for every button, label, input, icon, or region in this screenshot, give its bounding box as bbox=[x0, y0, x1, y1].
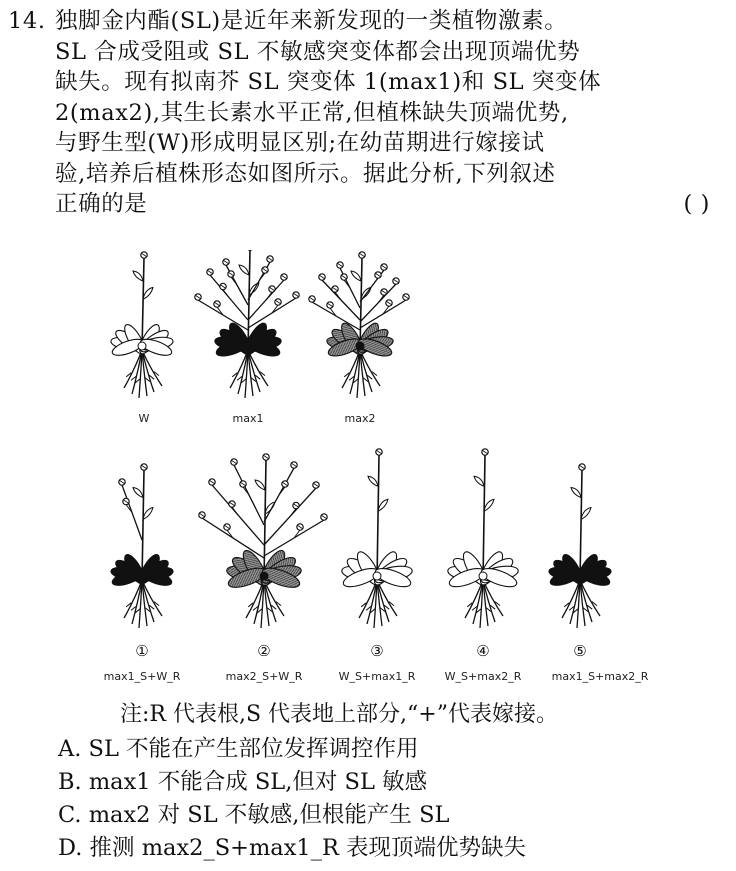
label-graft-1: max1_S+W_R bbox=[103, 670, 181, 683]
question-line-6: 验,培养后植株形态如图所示。据此分析,下列叙述 bbox=[55, 160, 556, 187]
plant-graft-2 bbox=[199, 454, 327, 628]
option-a[interactable]: A. SL 不能在产生部位发挥调控作用 bbox=[58, 736, 419, 762]
plant-W bbox=[110, 252, 174, 398]
question-line-7: 正确的是 ( ) bbox=[8, 189, 724, 220]
label-max1: max1 bbox=[232, 412, 264, 425]
option-b[interactable]: B. max1 不能合成 SL,但对 SL 敏感 bbox=[58, 769, 428, 795]
label-graft-2: max2_S+W_R bbox=[225, 670, 303, 683]
option-c[interactable]: C. max2 对 SL 不敏感,但根能产生 SL bbox=[58, 802, 450, 828]
plant-drawings bbox=[70, 250, 690, 695]
label-graft-4: W_S+max2_R bbox=[444, 670, 522, 683]
number-1: ① bbox=[135, 642, 149, 660]
question-line-3: 缺失。现有拟南芥 SL 突变体 1(max1)和 SL 突变体 bbox=[55, 69, 602, 95]
question-number: 14. bbox=[8, 8, 46, 34]
plant-graft-3 bbox=[341, 449, 414, 628]
figure-note: 注:R 代表根,S 代表地上部分,“+”代表嫁接。 bbox=[120, 702, 558, 727]
label-graft-3: W_S+max1_R bbox=[338, 670, 416, 683]
question-stem bbox=[8, 6, 724, 220]
option-d[interactable]: D. 推测 max2_S+max1_R 表现顶端优势缺失 bbox=[58, 835, 527, 861]
number-4: ④ bbox=[476, 642, 490, 660]
number-3: ③ bbox=[370, 642, 384, 660]
plant-max2 bbox=[309, 252, 409, 398]
plant-graft-4 bbox=[447, 449, 520, 628]
question-line-1: 14. 独脚金内酯(SL)是近年来新发现的一类植物激素。 bbox=[8, 6, 724, 37]
plant-graft-5 bbox=[548, 464, 612, 628]
plant-grafting-figure bbox=[70, 250, 690, 695]
number-5: ⑤ bbox=[573, 642, 587, 660]
plant-max1 bbox=[195, 250, 299, 398]
question-line-4: 2(max2),其生长素水平正常,但植株缺失顶端优势, bbox=[55, 99, 569, 126]
answer-parentheses[interactable]: ( ) bbox=[683, 191, 710, 217]
question-line-2: SL 合成受阻或 SL 不敏感突变体都会出现顶端优势 bbox=[55, 38, 581, 65]
label-graft-5: max1_S+max2_R bbox=[551, 670, 649, 683]
number-2: ② bbox=[257, 642, 271, 660]
question-line-5: 与野生型(W)形成明显区别;在幼苗期进行嫁接试 bbox=[55, 130, 545, 156]
label-W: W bbox=[138, 412, 150, 425]
plant-graft-1 bbox=[110, 464, 174, 628]
answer-options bbox=[58, 733, 526, 865]
label-max2: max2 bbox=[344, 412, 376, 425]
